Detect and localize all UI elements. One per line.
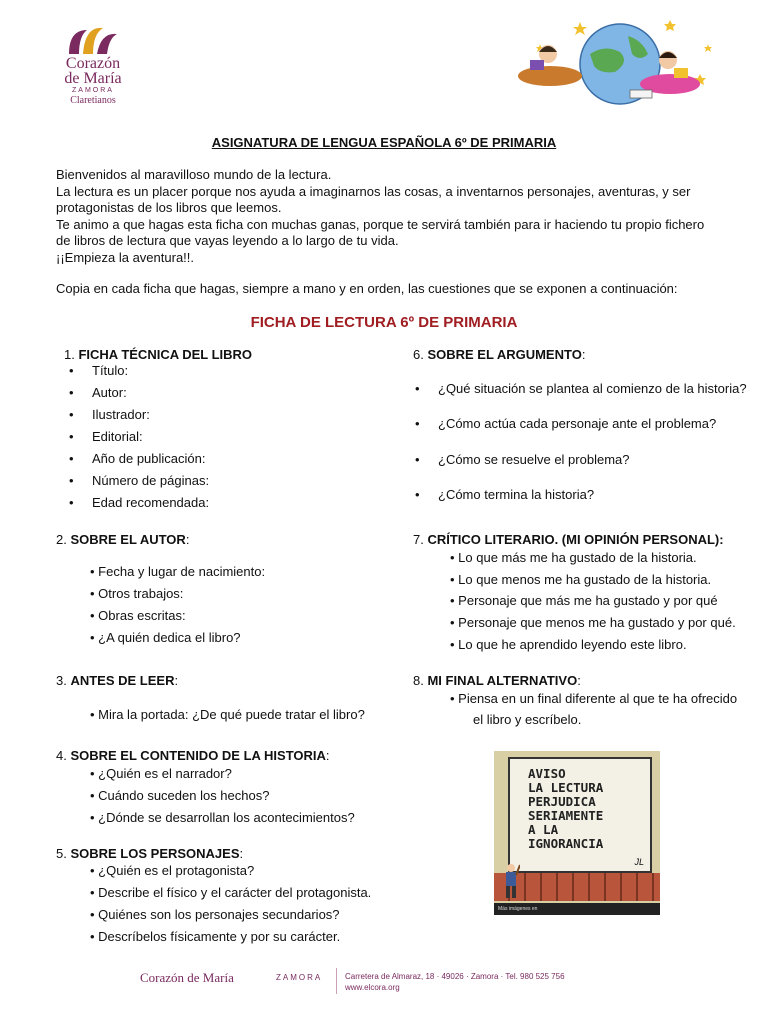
intro-line: Bienvenidos al maravilloso mundo de la lectura.: [56, 167, 332, 182]
list-item: • Obras escritas:: [90, 608, 186, 623]
cartoon-line: LA LECTURA: [528, 780, 604, 795]
school-logo: [48, 24, 138, 124]
list-item: • Mira la portada: ¿De qué puede tratar el libro?: [90, 707, 365, 722]
list-item: • Personaje que más me ha gustado y por qué: [450, 593, 718, 608]
list-item: • Cuándo suceden los hechos?: [90, 788, 270, 803]
section-suffix: :: [239, 846, 244, 861]
list-item: • Otros trabajos:: [90, 586, 184, 601]
footer-website[interactable]: www.elcora.org: [345, 983, 400, 992]
list-item: • Lo que menos me ha gustado de la historia.: [450, 572, 712, 587]
logo-line-4: Claretianos: [70, 95, 116, 106]
section-suffix: :: [581, 347, 586, 362]
list-item: • Fecha y lugar de nacimiento:: [90, 564, 266, 579]
list-item: • Editorial:: [92, 429, 143, 444]
cartoon-line: IGNORANCIA: [528, 836, 604, 851]
section-number: 3.: [56, 673, 67, 688]
cartoon-line: AVISO: [528, 766, 566, 781]
logo-line-3: ZAMORA: [72, 87, 114, 94]
cartoon-footer: Más imágenes en: [494, 903, 660, 915]
section-number: 5.: [56, 846, 67, 861]
section-suffix: :: [185, 532, 190, 547]
list-item: • Número de páginas:: [92, 473, 209, 488]
section-7-heading: [413, 532, 724, 547]
cartoon-line: A LA: [528, 822, 559, 837]
list-item: • ¿Cómo actúa cada personaje ante el problema?: [438, 416, 716, 431]
list-item: • ¿Qué situación se plantea al comienzo de la historia?: [438, 381, 747, 396]
cartoon-line: SERIAMENTE: [528, 808, 604, 823]
footer-city: ZAMORA: [276, 973, 323, 982]
list-item: • Quiénes son los personajes secundarios?: [90, 907, 340, 922]
notice-board: [508, 757, 652, 873]
painter-figure-icon: [502, 863, 520, 899]
list-item: • ¿Quién es el protagonista?: [90, 863, 255, 878]
list-item: • Piensa en un final diferente al que te ha ofrecido: [450, 691, 738, 706]
footer-brand: Corazón de María: [140, 970, 234, 985]
list-item: • Descríbelos físicamente y por su carácter.: [90, 929, 341, 944]
intro-line: Te animo a que hagas esta ficha con muchas ganas, porque te servirá también para ir haciendo tu propio fichero de libros de lectura que vayas leyendo a lo largo de tu vida.: [56, 216, 705, 248]
section-title: MI FINAL ALTERNATIVO: [427, 673, 578, 688]
cartoon-signature: JL: [634, 857, 644, 867]
list-item: • ¿Quién es el narrador?: [90, 766, 232, 781]
section-suffix: :: [174, 673, 179, 688]
list-item: • Ilustrador:: [92, 407, 150, 422]
section-number: 8.: [413, 673, 424, 688]
section-suffix: :: [325, 748, 330, 763]
page-footer: [140, 968, 660, 998]
section-number: 6.: [413, 347, 424, 362]
copy-instruction: Copia en cada ficha que hagas, siempre a mano y en orden, las cuestiones que se exponen a continuación:: [56, 281, 678, 296]
section-2-heading: [56, 532, 189, 547]
section-8-heading: [413, 673, 581, 688]
section-title: SOBRE EL AUTOR: [70, 532, 186, 547]
section-title: SOBRE EL CONTENIDO DE LA HISTORIA: [70, 748, 326, 763]
section-title: ANTES DE LEER: [70, 673, 175, 688]
list-item: • Año de publicación:: [92, 451, 205, 466]
list-item: • ¿Dónde se desarrollan los acontecimientos?: [90, 810, 355, 825]
list-item: el libro y escríbelo.: [473, 712, 582, 727]
list-item: • Personaje que menos me ha gustado y por qué.: [450, 615, 736, 630]
logo-line-2: de María: [64, 70, 122, 87]
footer-address: Carretera de Almaraz, 18 · 49026 · Zamora · Tel. 980 525 756: [345, 972, 565, 981]
list-item: • ¿Cómo se resuelve el problema?: [438, 452, 629, 467]
section-number: 1.: [64, 347, 75, 362]
intro-paragraph: [56, 167, 716, 266]
list-item: • Autor:: [92, 385, 127, 400]
section-1-heading: [64, 347, 252, 362]
footer-divider: [336, 968, 337, 994]
list-item: • Lo que más me ha gustado de la historia.: [450, 550, 697, 565]
section-title: CRÍTICO LITERARIO. (MI OPINIÓN PERSONAL):: [427, 532, 724, 547]
intro-line: ¡¡Empieza la aventura!!.: [56, 249, 195, 265]
section-title: SOBRE LOS PERSONAJES: [70, 846, 240, 861]
section-number: 4.: [56, 748, 67, 763]
section-title: SOBRE EL ARGUMENTO: [427, 347, 582, 362]
intro-line: La lectura es un placer porque nos ayuda a imaginarnos las cosas, a inventarnos personajes, aventuras, y ser protagonistas de los libros que leemos.: [56, 183, 691, 215]
section-number: 7.: [413, 532, 424, 547]
list-item: • ¿Cómo termina la historia?: [438, 487, 594, 502]
list-item: • Título:: [92, 363, 128, 378]
kids-reading-globe-illustration: [510, 14, 718, 110]
page-title: ASIGNATURA DE LENGUA ESPAÑOLA 6º DE PRIMARIA: [211, 135, 557, 150]
cartoon-text: [528, 767, 603, 851]
arches-logo-icon: [63, 24, 123, 56]
section-number: 2.: [56, 532, 67, 547]
list-item: • Lo que he aprendido leyendo este libro.: [450, 637, 687, 652]
section-6-heading: [413, 347, 585, 362]
section-3-heading: [56, 673, 178, 688]
section-title: FICHA TÉCNICA DEL LIBRO: [78, 347, 253, 362]
list-item: • Describe el físico y el carácter del protagonista.: [90, 885, 372, 900]
cartoon-image: [494, 751, 660, 915]
logo-line-1: Corazón: [65, 55, 121, 72]
list-item: • ¿A quién dedica el libro?: [90, 630, 241, 645]
ficha-title: FICHA DE LECTURA 6º DE PRIMARIA: [250, 314, 518, 331]
section-4-heading: [56, 748, 330, 763]
section-suffix: :: [577, 673, 581, 688]
cartoon-line: PERJUDICA: [528, 794, 596, 809]
section-5-heading: [56, 846, 243, 861]
list-item: • Edad recomendada:: [92, 495, 209, 510]
